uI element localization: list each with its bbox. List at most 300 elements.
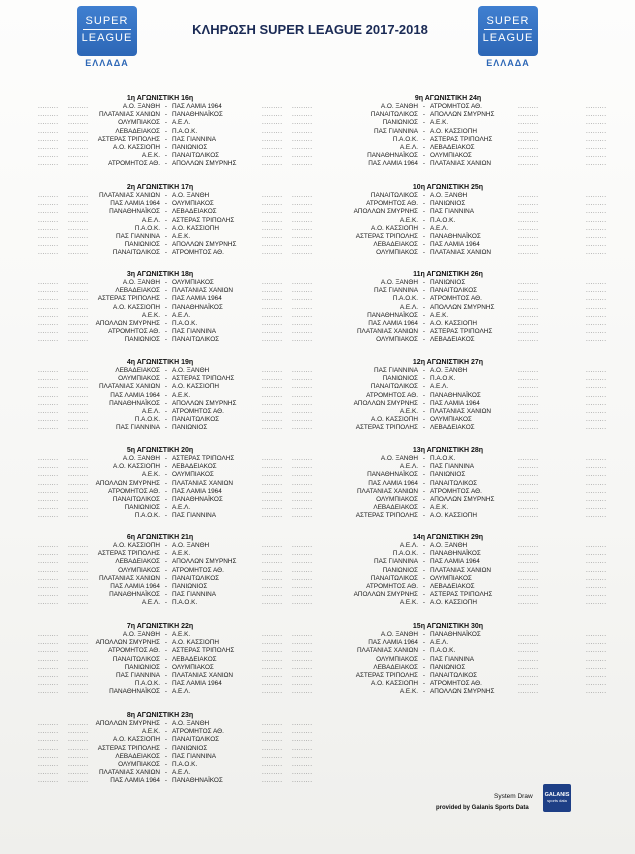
score-blank: ......... — [518, 135, 539, 143]
home-team: Α.Ε.Κ. — [399, 216, 418, 224]
score-blank: ......... — [262, 192, 283, 199]
score-blank: ......... — [68, 512, 89, 520]
match-row — [318, 664, 618, 672]
match-row — [318, 336, 618, 344]
home-team: Π.Α.Ο.Κ. — [134, 512, 160, 520]
away-team: ΠΑΝΑΙΤΩΛΙΚΟΣ — [172, 736, 220, 744]
home-team: Α.Ο. ΚΑΣΣΙΟΠΗ — [113, 463, 160, 471]
score-blank: ......... — [586, 216, 607, 224]
match-separator: - — [164, 200, 168, 208]
score-blank: ......... — [518, 663, 539, 671]
match-row — [0, 241, 313, 249]
home-team: ΑΣΤΕΡΑΣ ΤΡΙΠΟΛΗΣ — [355, 232, 418, 240]
score-blank: ......... — [38, 303, 59, 311]
score-blank: ......... — [586, 224, 607, 232]
match-row — [0, 119, 313, 127]
match-row — [0, 558, 313, 566]
score-blank: ......... — [292, 367, 313, 374]
match-row — [0, 143, 313, 152]
match-row — [0, 287, 313, 295]
score-blank: ......... — [518, 504, 539, 512]
match-row — [318, 416, 618, 424]
score-blank: ......... — [68, 111, 89, 119]
score-blank: ......... — [38, 407, 59, 415]
home-team: ΛΕΒΑΔΕΙΑΚΟΣ — [115, 367, 160, 374]
score-blank: ......... — [262, 487, 283, 495]
away-team: Α.Ε.Λ. — [430, 224, 449, 232]
match-row — [318, 575, 618, 583]
match-row — [318, 488, 618, 496]
score-blank: ......... — [292, 720, 313, 727]
match-separator: - — [164, 760, 168, 768]
match-row — [318, 424, 618, 432]
score-blank: ......... — [518, 111, 539, 119]
home-team: ΑΠΟΛΛΩΝ ΣΜΥΡΝΗΣ — [95, 319, 160, 327]
match-separator: - — [164, 566, 168, 574]
score-blank: ......... — [292, 287, 313, 295]
score-blank: ......... — [518, 295, 539, 303]
score-blank: ......... — [68, 279, 89, 286]
away-team: ΠΑΝΙΩΝΙΟΣ — [430, 200, 466, 208]
score-blank: ......... — [292, 728, 313, 736]
match-separator: - — [422, 241, 426, 249]
round-block — [0, 183, 313, 258]
score-blank: ......... — [68, 463, 89, 471]
match-row — [0, 487, 313, 496]
score-blank: ......... — [262, 542, 283, 549]
galanis-logo-sub: sports data — [547, 798, 567, 803]
home-team: ΠΑΝΑΘΗΝΑΪΚΟΣ — [109, 208, 160, 216]
home-team: ΑΤΡΟΜΗΤΟΣ ΑΘ. — [366, 391, 418, 399]
match-separator: - — [422, 407, 426, 415]
score-blank: ......... — [68, 582, 89, 590]
away-team: Π.Α.Ο.Κ. — [172, 760, 198, 768]
away-team: ΠΑΝΑΙΤΩΛΙΚΟΣ — [430, 671, 478, 679]
away-team: ΠΑΝΑΘΗΝΑΪΚΟΣ — [172, 303, 223, 311]
score-blank: ......... — [68, 407, 89, 415]
match-separator: - — [164, 119, 168, 127]
home-team: ΠΛΑΤΑΝΙΑΣ ΧΑΝΙΩΝ — [98, 574, 160, 582]
score-blank: ......... — [518, 152, 539, 160]
score-blank: ......... — [518, 495, 539, 503]
score-blank: ......... — [292, 224, 313, 232]
match-separator: - — [422, 143, 426, 151]
score-blank: ......... — [68, 479, 89, 487]
score-blank: ......... — [292, 487, 313, 495]
score-blank: ......... — [292, 303, 313, 311]
score-blank: ......... — [262, 760, 283, 768]
home-team: ΛΕΒΑΔΕΙΑΚΟΣ — [115, 127, 160, 135]
score-blank: ......... — [292, 688, 313, 696]
home-team: ΠΑΣ ΛΑΜΙΑ 1964 — [110, 200, 160, 208]
score-blank: ......... — [262, 688, 283, 696]
score-blank: ......... — [292, 744, 313, 752]
score-blank: ......... — [68, 319, 89, 327]
page-title: ΚΛΗΡΩΣΗ SUPER LEAGUE 2017-2018 — [192, 22, 428, 37]
score-blank: ......... — [518, 319, 539, 327]
match-separator: - — [422, 208, 426, 216]
home-team: ΑΣΤΕΡΑΣ ΤΡΙΠΟΛΗΣ — [97, 744, 160, 752]
score-blank: ......... — [262, 111, 283, 119]
score-blank: ......... — [292, 566, 313, 574]
score-blank: ......... — [38, 160, 59, 168]
away-team: ΑΣΤΕΡΑΣ ΤΡΙΠΟΛΗΣ — [172, 375, 235, 383]
home-team: ΑΠΟΛΛΩΝ ΣΜΥΡΝΗΣ — [95, 639, 160, 647]
home-team: ΛΕΒΑΔΕΙΑΚΟΣ — [115, 558, 160, 566]
score-blank: ......... — [292, 512, 313, 520]
score-blank: ......... — [292, 391, 313, 399]
score-blank: ......... — [262, 295, 283, 303]
match-separator: - — [164, 135, 168, 143]
score-blank: ......... — [38, 127, 59, 135]
away-team: ΠΑΝΑΙΤΩΛΙΚΟΣ — [172, 336, 220, 344]
score-blank: ......... — [68, 744, 89, 752]
match-row — [318, 542, 618, 550]
round-title: 3η ΑΓΩΝΙΣΤΙΚΗ 18η — [126, 271, 194, 278]
away-team: ΑΠΟΛΛΩΝ ΣΜΥΡΝΗΣ — [172, 558, 237, 566]
match-row — [0, 328, 313, 336]
match-row — [0, 208, 313, 216]
match-separator: - — [164, 224, 168, 232]
score-blank: ......... — [586, 295, 607, 303]
away-team: ΛΕΒΑΔΕΙΑΚΟΣ — [430, 143, 475, 151]
match-row — [318, 375, 618, 383]
away-team: Π.Α.Ο.Κ. — [430, 455, 456, 462]
score-blank: ......... — [586, 111, 607, 119]
match-separator: - — [164, 720, 168, 727]
home-team: ΠΑΝΑΙΤΩΛΙΚΟΣ — [112, 655, 160, 663]
match-separator: - — [164, 152, 168, 160]
round-block — [318, 446, 618, 521]
match-separator: - — [422, 328, 426, 336]
score-blank: ......... — [292, 504, 313, 512]
match-separator: - — [164, 631, 168, 638]
score-blank: ......... — [518, 192, 539, 199]
home-team: Α.Ο. ΞΑΝΘΗ — [122, 631, 160, 638]
score-blank: ......... — [262, 249, 283, 257]
match-row — [0, 295, 313, 303]
match-row — [0, 728, 313, 736]
home-team: ΠΑΣ ΛΑΜΙΑ 1964 — [110, 582, 160, 590]
home-team: ΑΣΤΕΡΑΣ ΤΡΙΠΟΛΗΣ — [97, 135, 160, 143]
home-team: Α.Ο. ΚΑΣΣΙΟΠΗ — [371, 416, 418, 424]
score-blank: ......... — [586, 160, 607, 168]
score-blank: ......... — [38, 582, 59, 590]
home-team: ΑΠΟΛΛΩΝ ΣΜΥΡΝΗΣ — [353, 591, 418, 599]
score-blank: ......... — [518, 574, 539, 582]
logo-text-mid: LEAGUE — [482, 32, 534, 44]
match-row — [0, 455, 313, 463]
away-team: ΟΛΥΜΠΙΑΚΟΣ — [172, 279, 214, 286]
away-team: ΠΑΣ ΓΙΑΝΝΙΝΑ — [430, 655, 475, 663]
score-blank: ......... — [586, 127, 607, 135]
score-blank: ......... — [586, 192, 607, 199]
home-team: Α.Ε.Λ. — [399, 143, 418, 151]
away-team: Α.Ε.Κ. — [430, 504, 449, 512]
match-separator: - — [164, 295, 168, 303]
score-blank: ......... — [262, 671, 283, 679]
match-row — [318, 591, 618, 599]
match-row — [318, 471, 618, 479]
logo-divider — [484, 29, 532, 30]
score-blank: ......... — [518, 127, 539, 135]
score-blank: ......... — [68, 680, 89, 688]
away-team: Α.Ε.Λ. — [172, 119, 191, 127]
score-blank: ......... — [518, 249, 539, 257]
match-row — [318, 550, 618, 558]
score-blank: ......... — [38, 504, 59, 512]
score-blank: ......... — [586, 599, 607, 607]
away-team: ΛΕΒΑΔΕΙΑΚΟΣ — [172, 463, 217, 471]
score-blank: ......... — [68, 566, 89, 574]
match-separator: - — [164, 367, 168, 374]
round-block — [318, 533, 618, 608]
score-blank: ......... — [292, 463, 313, 471]
score-blank: ......... — [518, 591, 539, 599]
home-team: ΠΑΝΑΙΤΩΛΙΚΟΣ — [112, 249, 160, 257]
away-team: Π.Α.Ο.Κ. — [172, 319, 198, 327]
match-row — [0, 542, 313, 550]
score-blank: ......... — [68, 119, 89, 127]
score-blank: ......... — [518, 160, 539, 168]
score-blank: ......... — [38, 328, 59, 336]
score-blank: ......... — [262, 582, 283, 590]
score-blank: ......... — [38, 550, 59, 558]
match-separator: - — [164, 671, 168, 679]
match-row — [318, 304, 618, 312]
score-blank: ......... — [38, 279, 59, 286]
home-team: ΠΑΝΙΩΝΙΟΣ — [124, 504, 160, 512]
score-blank: ......... — [38, 111, 59, 119]
away-team: ΠΑΝΙΩΝΙΟΣ — [430, 279, 466, 286]
match-row — [318, 287, 618, 295]
match-row — [318, 295, 618, 303]
score-blank: ......... — [68, 391, 89, 399]
score-blank: ......... — [586, 391, 607, 399]
away-team: ΑΠΟΛΛΩΝ ΣΜΥΡΝΗΣ — [172, 399, 237, 407]
score-blank: ......... — [292, 495, 313, 503]
match-separator: - — [164, 216, 168, 224]
home-team: Α.Ο. ΞΑΝΘΗ — [122, 279, 160, 286]
match-row — [318, 225, 618, 233]
score-blank: ......... — [38, 336, 59, 344]
score-blank: ......... — [586, 279, 607, 286]
match-row — [318, 233, 618, 241]
score-blank: ......... — [68, 647, 89, 655]
match-separator: - — [164, 582, 168, 590]
score-blank: ......... — [68, 728, 89, 736]
match-row — [0, 688, 313, 696]
score-blank: ......... — [262, 160, 283, 168]
match-separator: - — [164, 249, 168, 257]
away-team: ΠΑΝΑΘΗΝΑΪΚΟΣ — [172, 111, 223, 119]
away-team: ΑΣΤΕΡΑΣ ΤΡΙΠΟΛΗΣ — [172, 455, 235, 462]
score-blank: ......... — [292, 455, 313, 462]
score-blank: ......... — [518, 241, 539, 249]
score-blank: ......... — [586, 200, 607, 208]
match-row — [318, 383, 618, 391]
home-team: Α.Ο. ΚΑΣΣΙΟΠΗ — [113, 303, 160, 311]
score-blank: ......... — [262, 208, 283, 216]
score-blank: ......... — [292, 416, 313, 424]
away-team: ΠΑΝΙΩΝΙΟΣ — [430, 663, 466, 671]
match-row — [0, 424, 313, 432]
match-row — [0, 769, 313, 777]
home-team: ΟΛΥΜΠΙΑΚΟΣ — [118, 119, 160, 127]
score-blank: ......... — [518, 103, 539, 110]
score-blank: ......... — [586, 311, 607, 319]
score-blank: ......... — [68, 311, 89, 319]
score-blank: ......... — [68, 504, 89, 512]
match-row — [318, 680, 618, 688]
match-row — [0, 479, 313, 488]
away-team: ΑΠΟΛΛΩΝ ΣΜΥΡΝΗΣ — [430, 688, 495, 696]
match-separator: - — [422, 279, 426, 286]
away-team: ΠΛΑΤΑΝΙΑΣ ΧΑΝΙΩΝ — [172, 287, 234, 295]
score-blank: ......... — [586, 558, 607, 566]
score-blank: ......... — [586, 495, 607, 503]
score-blank: ......... — [262, 728, 283, 736]
match-separator: - — [422, 479, 426, 487]
score-blank: ......... — [518, 479, 539, 487]
home-team: ΠΑΣ ΓΙΑΝΝΙΝΑ — [373, 558, 418, 566]
score-blank: ......... — [518, 487, 539, 495]
score-blank: ......... — [262, 744, 283, 752]
score-blank: ......... — [68, 487, 89, 495]
match-row — [318, 152, 618, 160]
match-row — [318, 241, 618, 249]
match-row — [0, 192, 313, 200]
score-blank: ......... — [262, 391, 283, 399]
score-blank: ......... — [586, 471, 607, 479]
home-team: Α.Ε.Λ. — [141, 599, 160, 607]
match-separator: - — [422, 550, 426, 558]
match-separator: - — [422, 103, 426, 110]
score-blank: ......... — [38, 574, 59, 582]
logo-box — [478, 6, 538, 56]
match-separator: - — [422, 574, 426, 582]
round-title: 12η ΑΓΩΝΙΣΤΙΚΗ 27η — [412, 359, 484, 366]
round-title: 13η ΑΓΩΝΙΣΤΙΚΗ 28η — [412, 447, 484, 454]
away-team: ΠΑΣ ΛΑΜΙΑ 1964 — [430, 558, 480, 566]
score-blank: ......... — [68, 399, 89, 407]
home-team: ΠΑΝΑΙΤΩΛΙΚΟΣ — [370, 574, 418, 582]
score-blank: ......... — [586, 591, 607, 599]
score-blank: ......... — [586, 631, 607, 638]
match-row — [0, 752, 313, 761]
score-blank: ......... — [68, 103, 89, 110]
score-blank: ......... — [38, 249, 59, 257]
score-blank: ......... — [262, 224, 283, 232]
logo-text-top: SUPER — [85, 15, 129, 27]
score-blank: ......... — [262, 495, 283, 503]
score-blank: ......... — [292, 216, 313, 224]
score-blank: ......... — [292, 111, 313, 119]
score-blank: ......... — [262, 769, 283, 777]
score-blank: ......... — [38, 487, 59, 495]
match-row — [318, 367, 618, 375]
match-separator: - — [164, 542, 168, 549]
home-team: Α.Ε.Κ. — [141, 152, 160, 160]
match-row — [0, 232, 313, 241]
score-blank: ......... — [38, 135, 59, 143]
away-team: ΠΑΝΑΘΗΝΑΪΚΟΣ — [430, 631, 481, 638]
score-blank: ......... — [292, 375, 313, 383]
score-blank: ......... — [292, 752, 313, 760]
home-team: ΟΛΥΜΠΙΑΚΟΣ — [376, 495, 418, 503]
home-team: Α.Ε.Λ. — [399, 542, 418, 549]
match-separator: - — [164, 383, 168, 391]
match-separator: - — [164, 455, 168, 462]
home-team: Π.Α.Ο.Κ. — [134, 224, 160, 232]
round-block — [318, 94, 618, 169]
home-team: Π.Α.Ο.Κ. — [134, 416, 160, 424]
home-team: ΛΕΒΑΔΕΙΑΚΟΣ — [373, 504, 418, 512]
score-blank: ......... — [68, 736, 89, 744]
away-team: Π.Α.Ο.Κ. — [430, 647, 456, 655]
match-row — [0, 512, 313, 520]
match-separator: - — [164, 512, 168, 520]
match-separator: - — [164, 127, 168, 135]
away-team: ΟΛΥΜΠΙΑΚΟΣ — [430, 574, 472, 582]
away-team: ΠΛΑΤΑΝΙΑΣ ΧΑΝΙΩΝ — [430, 407, 492, 415]
galanis-logo-name: GALANIS — [544, 792, 570, 798]
score-blank: ......... — [586, 367, 607, 374]
match-separator: - — [164, 471, 168, 479]
score-blank: ......... — [518, 550, 539, 558]
match-row — [0, 744, 313, 753]
home-team: Α.Ε.Κ. — [399, 407, 418, 415]
home-team: ΠΛΑΤΑΝΙΑΣ ΧΑΝΙΩΝ — [98, 192, 160, 199]
score-blank: ......... — [586, 688, 607, 696]
score-blank: ......... — [518, 512, 539, 520]
match-separator: - — [422, 680, 426, 688]
score-blank: ......... — [292, 479, 313, 487]
home-team: ΠΑΣ ΓΙΑΝΝΙΝΑ — [373, 287, 418, 295]
away-team: Α.Ο. ΚΑΣΣΙΟΠΗ — [172, 383, 219, 391]
match-row — [0, 279, 313, 287]
match-separator: - — [164, 407, 168, 415]
match-row — [0, 127, 313, 136]
match-separator: - — [164, 328, 168, 336]
away-team: ΑΤΡΟΜΗΤΟΣ ΑΘ. — [430, 295, 482, 303]
away-team: ΠΑΝΑΙΤΩΛΙΚΟΣ — [172, 152, 220, 160]
score-blank: ......... — [38, 777, 59, 785]
score-blank: ......... — [38, 241, 59, 249]
match-separator: - — [164, 591, 168, 599]
match-separator: - — [164, 303, 168, 311]
round-title: 5η ΑΓΩΝΙΣΤΙΚΗ 20η — [126, 447, 194, 454]
score-blank: ......... — [292, 208, 313, 216]
score-blank: ......... — [292, 241, 313, 249]
home-team: Α.Ε.Λ. — [399, 463, 418, 471]
match-separator: - — [422, 471, 426, 479]
home-team: ΠΑΣ ΓΙΑΝΝΙΝΑ — [115, 671, 160, 679]
score-blank: ......... — [586, 542, 607, 549]
match-separator: - — [164, 574, 168, 582]
score-blank: ......... — [262, 680, 283, 688]
score-blank: ......... — [38, 311, 59, 319]
away-team: ΑΠΟΛΛΩΝ ΣΜΥΡΝΗΣ — [430, 303, 495, 311]
score-blank: ......... — [68, 200, 89, 208]
match-row — [0, 416, 313, 424]
away-team: Α.Ε.Λ. — [430, 639, 449, 647]
round-block — [0, 94, 313, 169]
home-team: ΠΑΣ ΓΙΑΝΝΙΝΑ — [115, 232, 160, 240]
away-team: ΑΣΤΕΡΑΣ ΤΡΙΠΟΛΗΣ — [430, 591, 493, 599]
match-separator: - — [164, 487, 168, 495]
score-blank: ......... — [518, 287, 539, 295]
